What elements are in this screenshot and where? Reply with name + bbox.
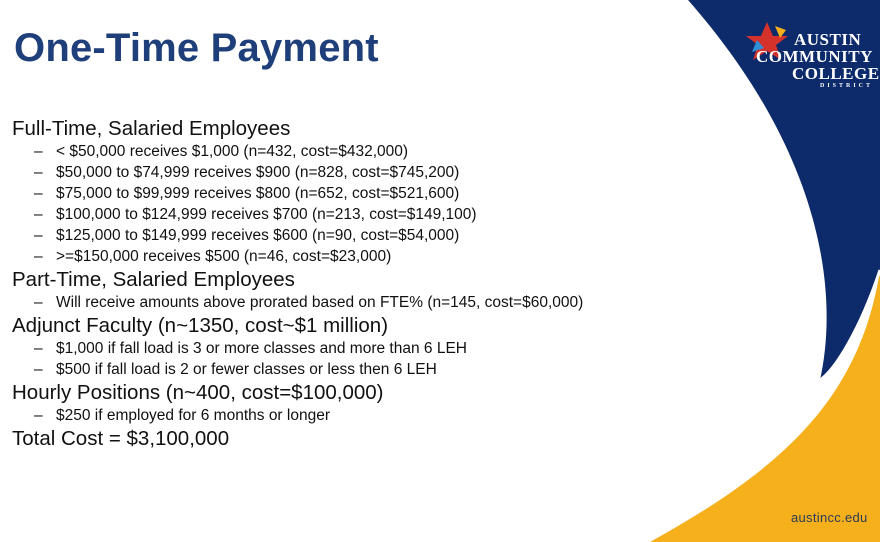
total-cost: Total Cost = $3,100,000 xyxy=(12,427,230,450)
bullet-text: < $50,000 receives $1,000 (n=432, cost=$432,000) xyxy=(56,143,409,160)
logo-line-1: AUSTIN xyxy=(794,30,862,49)
section-heading-part-time: Part-Time, Salaried Employees xyxy=(12,268,295,291)
bullet-marker: – xyxy=(34,143,43,160)
list-item xyxy=(12,225,812,246)
logo-line-3: COLLEGE xyxy=(792,64,880,83)
bullet-marker: – xyxy=(34,206,43,223)
list-item xyxy=(12,204,812,225)
list-item xyxy=(12,162,812,183)
bullet-text: $75,000 to $99,999 receives $800 (n=652, cost=$521,600) xyxy=(56,185,460,202)
list-item xyxy=(12,183,812,204)
list-item xyxy=(12,141,812,162)
logo-line-4: DISTRICT xyxy=(820,83,874,89)
bullet-text: $500 if fall load is 2 or fewer classes or less then 6 LEH xyxy=(56,361,437,378)
bullet-marker: – xyxy=(34,248,43,265)
section-heading-hourly: Hourly Positions (n~400, cost=$100,000) xyxy=(12,381,384,404)
bullet-text: $250 if employed for 6 months or longer xyxy=(56,407,330,424)
bullet-marker: – xyxy=(34,227,43,244)
bullet-text: $50,000 to $74,999 receives $900 (n=828, cost=$745,200) xyxy=(56,164,460,181)
slide-body xyxy=(12,116,812,452)
section-heading-adjunct: Adjunct Faculty (n~1350, cost~$1 million) xyxy=(12,314,389,337)
bullet-text: $1,000 if fall load is 3 or more classes and more than 6 LEH xyxy=(56,340,467,357)
bullet-text: $125,000 to $149,999 receives $600 (n=90, cost=$54,000) xyxy=(56,227,460,244)
bullet-marker: – xyxy=(34,294,43,311)
list-item xyxy=(12,338,812,359)
bullet-text: Will receive amounts above prorated based on FTE% (n=145, cost=$60,000) xyxy=(56,294,584,311)
list-item xyxy=(12,359,812,380)
list-item xyxy=(12,246,812,267)
list-item xyxy=(12,405,812,426)
bullet-marker: – xyxy=(34,185,43,202)
logo-line-2: COMMUNITY xyxy=(756,47,873,66)
bullet-marker: – xyxy=(34,340,43,357)
bullet-marker: – xyxy=(34,164,43,181)
slide-title: One-Time Payment xyxy=(14,26,379,70)
section-heading-full-time: Full-Time, Salaried Employees xyxy=(12,117,291,140)
college-logo xyxy=(750,14,880,94)
bullet-marker: – xyxy=(34,407,43,424)
bullet-text: >=$150,000 receives $500 (n=46, cost=$23,000) xyxy=(56,248,392,265)
footer-url: austincc.edu xyxy=(791,510,868,525)
bullet-marker: – xyxy=(34,361,43,378)
list-item xyxy=(12,292,812,313)
bullet-text: $100,000 to $124,999 receives $700 (n=213, cost=$149,100) xyxy=(56,206,477,223)
